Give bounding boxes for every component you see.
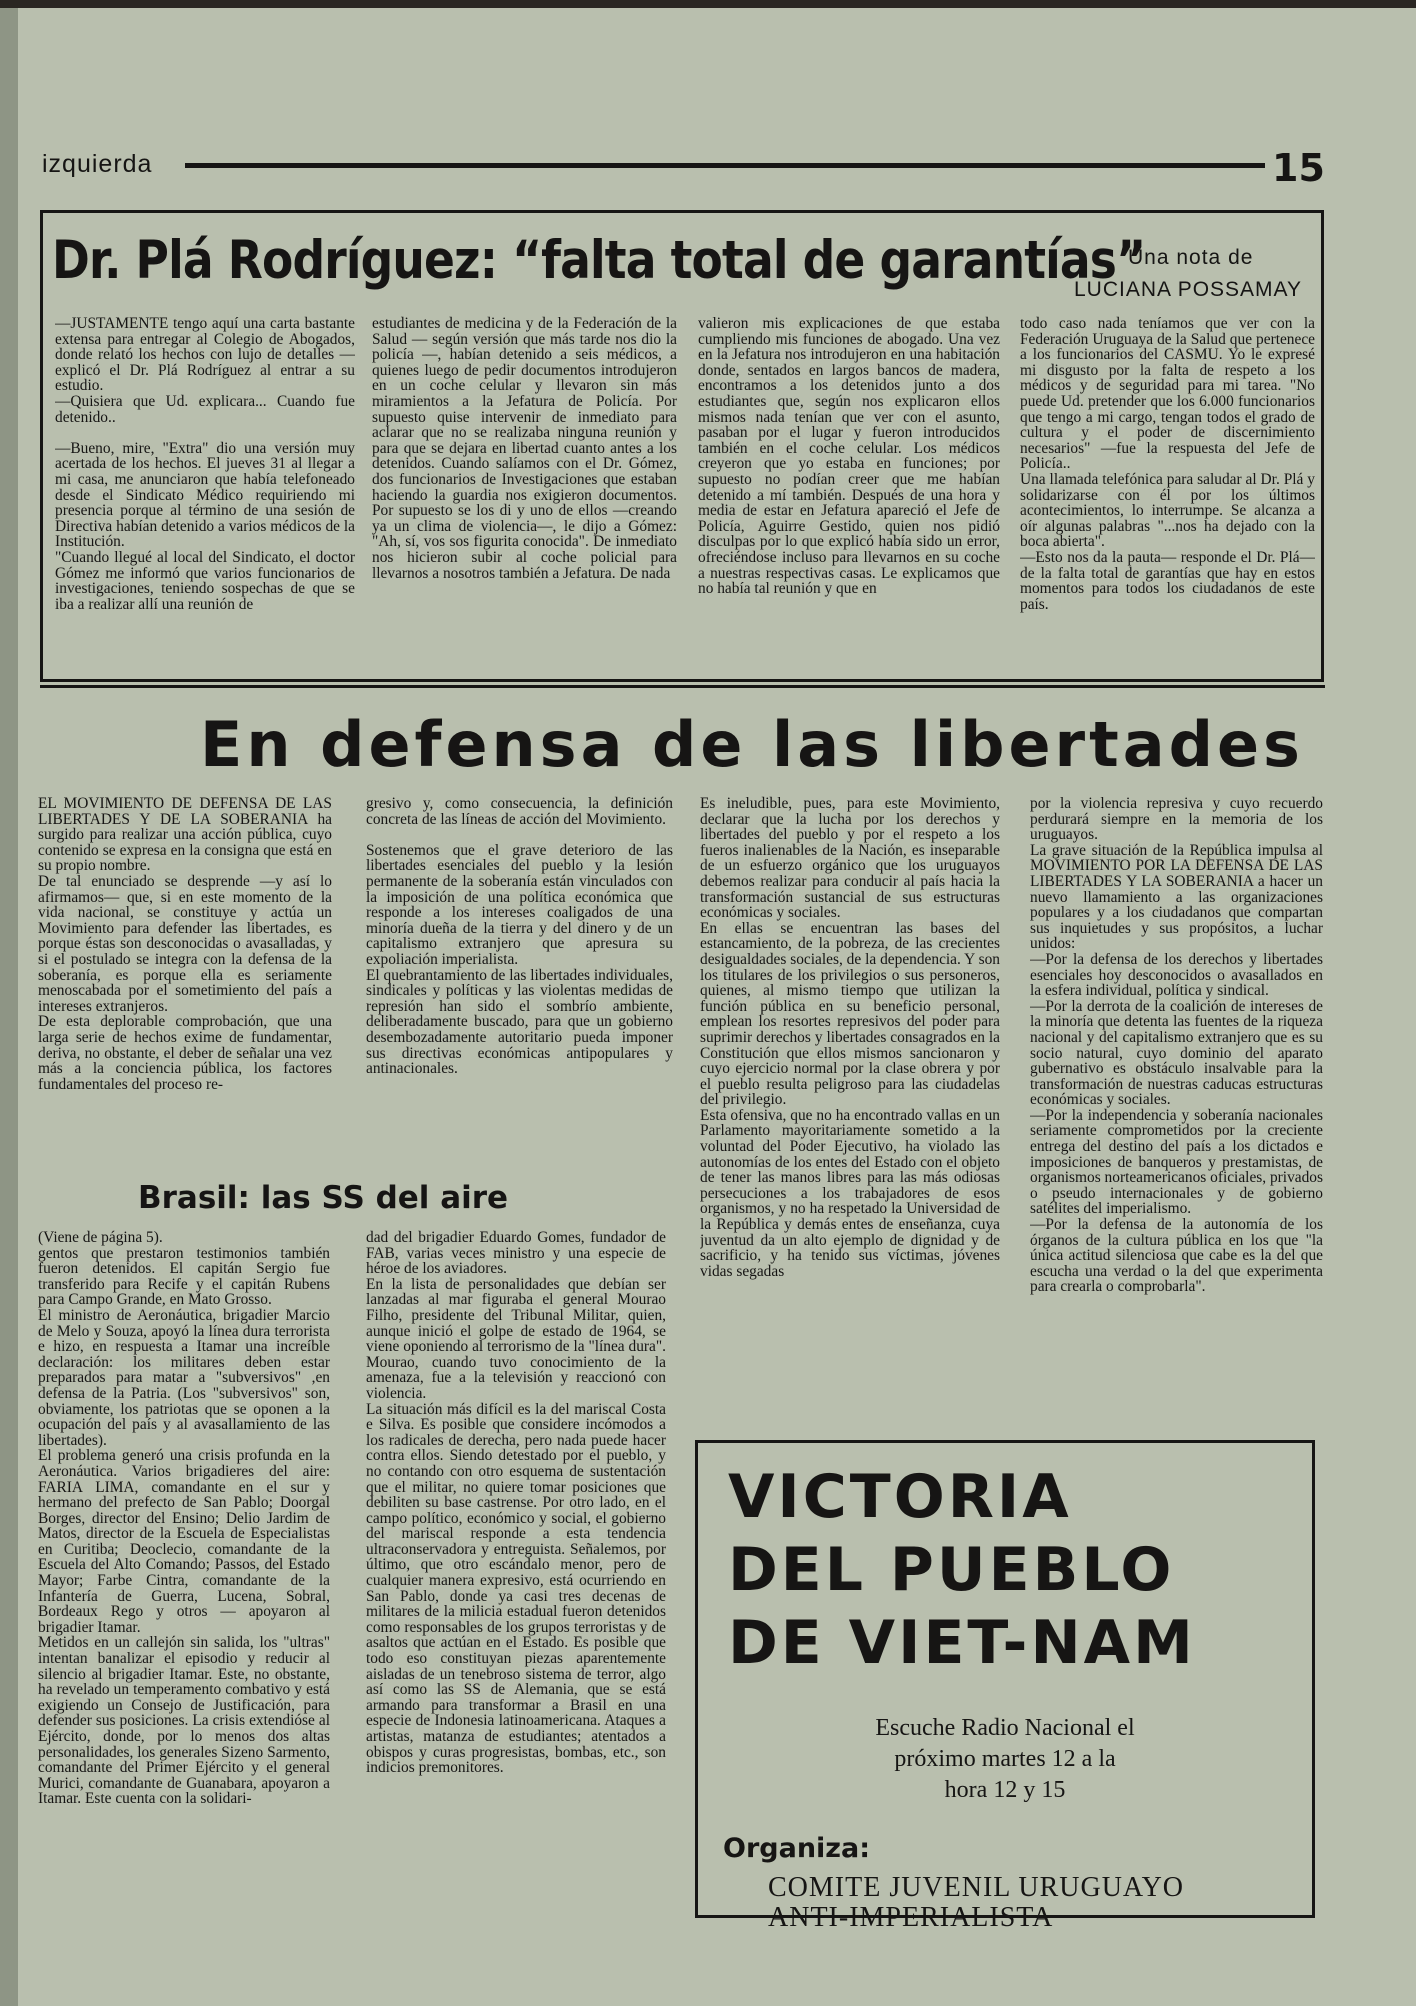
byline-author: LUCIANA POSSAMAY (1074, 278, 1303, 301)
ad-title: VICTORIA DEL PUEBLO DE VIET-NAM (728, 1462, 1196, 1678)
ad-organizer: COMITE JUVENIL URUGUAYO ANTI-IMPERIALISTA (768, 1872, 1185, 1933)
article-headline: Brasil: las SS del aire (138, 1180, 509, 1216)
article1-column-2: estudiantes de medicina y de la Federación de la Salud — según versión que más tarde nos dio la policía —, habían detenido a seis médicos, a quienes luego de pedir documentos introdujeron en un coche celular y llevaron sin más miramientos a la Jefatura de Policía. Por supuesto quise intervenir de inmediato para aclarar que no se realizaba ninguna reunión y para que se dejara en libertad cuanto antes a los detenidos. Cuando salíamos con el Dr. Gómez, dos funcionarios de Investigaciones que estaban haciendo la guardia nos exigieron documentos. Por supuesto se los di y uno de ellos —creando ya un clima de violencia—, le dijo a Gómez: "Ah, sí, vos sos figurita conocida". De inmediato nos hicieron subir al coche policial para llevarnos a nosotros también a Jefatura. De nada (372, 316, 677, 582)
header-rule (185, 163, 1265, 168)
article1-column-1: —JUSTAMENTE tengo aquí una carta bastante extensa para entregar al Colegio de Abogados, donde relató los hechos con lujo de detalles —explicó el Dr. Plá Rodríguez al entrar a su estudio. —Quisiera que Ud. explicara... Cuando fue detenido.. —Bueno, mire, "Extra" dio una versión muy acertada de los hechos. El jueves 31 al llegar a mi casa, me anunciaron que había telefoneado desde el Sindicato Médico requiriendo mi presencia porque al término de una sesión de Directiva habían detenido a varios médicos de la Institución. "Cuando llegué al local del Sindicato, el doctor Gómez me informó que varios funcionarios de investigaciones, teniendo sospechas de que se iba a realizar allí una reunión de (55, 316, 355, 613)
article3-column-2: dad del brigadier Eduardo Gomes, fundador de FAB, varias veces ministro y una especie de héroe de los aviadores. En la lista de personalidades que debían ser lanzadas al mar figuraba el general Mourao Filho, presidente del Tribunal Militar, quien, aunque inició el golpe de estado de 1964, se viene oponiendo al terrorismo de la "línea dura". Mourao, cuando tuvo conocimiento de la amenaza, fue a la televisión y reaccionó con violencia. La situación más difícil es la del mariscal Costa e Silva. Es posible que considere incómodos a los radicales de derecha, pero nada puede hacer contra ellos. Siendo detestado por el pueblo, y no contando con otro esquema de sustentación que el militar, no quiere tomar posiciones que debiliten su base castrense. Por otro lado, en el campo político, económico y social, el gobierno del mariscal responde a esta tendencia ultraconservadora y entreguista. Señalemos, por último, que otro escándalo menor, pero de cualquier manera expresivo, está ocurriendo en San Pablo, donde ya casi tres decenas de militares de la milicia estadual fueron detenidos como responsables de los grupos terroristas y de asaltos que actúan en el Estado. Es posible que todo eso constituyan piezas aparentemente aisladas de un tenebroso sistema de terror, algo así como las SS de Alemania, que se está armando para transformar a Brasil en una especie de Indonesia latinoamericana. Ataques a artistas, matanza de estudiantes; atentados a obispos y curas progresistas, bombas, etc., son indicios premonitores. (366, 1230, 666, 1777)
article2-column-1: EL MOVIMIENTO DE DEFENSA DE LAS LIBERTADES Y DE LA SOBERANIA ha surgido para realizar una acción pública, cuyo contenido se expresa en la consigna que está en su propio nombre. De tal enunciado se desprende —y así lo afirmamos— que, si en este momento de la vida nacional, se constituye y actúa un Movimiento para defender las libertades, es porque éstas son desconocidas o avasalladas, y si el postulado se integra con la defensa de la soberanía, es porque ella es seriamente menoscabada por el sometimiento del país a intereses extranjeros. De esta deplorable comprobación, que una larga serie de hechos exime de fundamentar, deriva, no obstante, el deber de señalar una vez más a la conciencia pública, los factores fundamentales del proceso re- (38, 796, 332, 1093)
advertisement-box (695, 1440, 1315, 1933)
article2-column-3: Es ineludible, pues, para este Movimiento, declarar que la lucha por los derechos y libertades del pueblo y por el respeto a los fueros inalienables de la Nación, es inseparable de un esfuerzo orgánico que los uruguayos debemos realizar para conducir al país hacia la transformación sustancial de sus estructuras económicas y sociales. En ellas se encuentran las bases del estancamiento, de la pobreza, de las crecientes desigualdades sociales, de la dependencia. Y son los titulares de los privilegios o sus personeros, quienes, al mismo tiempo que utilizan la función pública en su beneficio personal, emplean los resortes represivos del poder para suprimir derechos y libertades consagrados en la Constitución que ellos mismos sancionaron y cuyo ejercicio normal por la clase obrera y por el pueblo resulta peligroso para las ciudadelas del privilegio. Esta ofensiva, que no ha encontrado vallas en un Parlamento mayoritariamente sometido a la voluntad del Poder Ejecutivo, ha violado las autonomías de los entes del Estado con el objeto de tener las manos libres para las más odiosas persecuciones a los trabajadores de esos organismos, y no ha respetado la Universidad de la República y demás entes de enseñanza, cuya juventud da un alto ejemplo de dignidad y de sacrificio, y ha tenido sus víctimas, jóvenes vidas segadas (700, 796, 1000, 1280)
article-headline: En defensa de las libertades (200, 708, 1304, 781)
page-number: 15 (1272, 146, 1325, 190)
article3-column-1: (Viene de página 5). gentos que prestaron testimonios también fueron detenidos. El capitán Sergio fue transferido para Recife y el capitán Rubens para Campo Grande, en Mato Grosso. El ministro de Aeronáutica, brigadier Marcio de Melo y Souza, apoyó la línea dura terrorista e hizo, en respuesta a Itamar una increíble declaración: los militares deben estar preparados para matar a "subversivos" ,en defensa de la Patria. (Los "subversivos" son, obviamente, los patriotas que se oponen a la ocupación del país y al avasallamiento de las libertades). El problema generó una crisis profunda en la Aeronáutica. Varios brigadieres del aire: FARIA LIMA, comandante en el sur y hermano del prefecto de San Pablo; Doorgal Borges, director del Ensino; Delio Jardim de Matos, director de la Escuela de Especialistas en Curitiba; Deoclecio, comandante de la Escuela del Alto Comando; Passos, del Estado Mayor; Farbe Cintra, comandante de la Infantería de Guerra, Lucena, Sobral, Bordeaux Rego y otros — apoyaron al brigadier Itamar. Metidos en un callejón sin salida, los "ultras" intentan banalizar el episodio y reducir al silencio al brigadier Itamar. Este, no obstante, ha revelado un temperamento combativo y está exigiendo un Consejo de Justificación, para defender sus posiciones. La crisis extendióse al Ejército, donde, por lo menos dos altas personalidades, los generales Sizeno Sarmento, comandante del Primer Ejército y el general Murici, comandante de Guanabara, apoyaron a Itamar. Este cuenta con la solidari- (38, 1230, 330, 1808)
article2-column-4: por la violencia represiva y cuyo recuerdo perdurará siempre en la memoria de los uruguayos. La grave situación de la República impulsa al MOVIMIENTO POR LA DEFENSA DE LAS LIBERTADES Y LA SOBERANIA a hacer un nuevo llamamiento a las organizaciones populares y a los ciudadanos que compartan sus inquietudes y sus propósitos, a luchar unidos: —Por la defensa de los derechos y libertades esenciales hoy desconocidos o avasallados en la esfera individual, política y sindical. —Por la derrota de la coalición de intereses de la minoría que detenta las fuentes de la riqueza nacional y del capitalismo extranjero que es su socio natural, cuyo dominio del aparato gubernativo es obstáculo insalvable para la transformación de nuestras caducas estructuras económicas y sociales. —Por la independencia y soberanía nacionales seriamente comprometidos por la creciente entrega del destino del país a los dictados e imposiciones de banqueros y prestamistas, de organismos norteamericanos oficiales, privados o pseudo internacionales y de gobierno satélites del imperialismo. —Por la defensa de la autonomía de los órganos de la cultura pública en los que "la única actitud silenciosa que cabe es la del que escucha una verdad o la del que experimenta para crearla o comprobarla". (1030, 796, 1323, 1296)
section-divider (40, 685, 1325, 688)
byline-intro: Una nota de (1128, 246, 1254, 269)
article1-column-3: valieron mis explicaciones de que estaba cumpliendo mis funciones de abogado. Una vez en la Jefatura nos introdujeron en una habitación donde, sentados en largos bancos de madera, encontramos a los detenidos junto a dos estudiantes que, según nos explicaron ellos mismos nada tenían que ver con el asunto, pasaban por el lugar y fueron introducidos también en el coche celular. Los médicos creyeron que yo estaba en funciones; por supuesto no podían creer que me habían detenido a mí también. Después de una hora y media de estar en Jefatura apareció el Jefe de Policía, Aguirre Gestido, quien nos pidió disculpas por lo que explicó había sido un error, ofreciéndose incluso para llevarnos en su coche a nuestras respectivas casas. Le explicamos que no había tal reunión y que en (698, 316, 1000, 598)
ad-organiza-label: Organiza: (723, 1833, 871, 1864)
page-edge (0, 8, 18, 2006)
article-headline: Dr. Plá Rodríguez: “falta total de garantías” (52, 230, 1146, 291)
article2-column-2: gresivo y, como consecuencia, la definición concreta de las líneas de acción del Movimiento. Sostenemos que el grave deterioro de las libertades esenciales del pueblo y la lesión permanente de la soberanía están vinculados con la imposición de una política económica que responde a los intereses coaligados de una minoría dueña de la tierra y del dinero y de un capitalismo extranjero que apresura su expoliación imperialista. El quebrantamiento de las libertades individuales, sindicales y políticas y las violentas medidas de represión han sido el sombrío ambiente, deliberadamente buscado, para que un gobierno desembozadamente autoritario pueda imponer sus directivas económicas antipopulares y antinacionales. (366, 796, 673, 1078)
article1-column-4: todo caso nada teníamos que ver con la Federación Uruguaya de la Salud que pertenece a los funcionarios del CASMU. Yo le expresé mi disgusto por la falta de respeto a los médicos y de seguridad para mi tarea. "No puede Ud. pretender que los 6.000 funcionarios que tengo a mi cargo, tengan todos el grado de cultura y el poder de discernimiento necesarios" —fue la respuesta del Jefe de Policía.. Una llamada telefónica para saludar al Dr. Plá y solidarizarse con él por los últimos acontecimientos, lo interrumpe. Se alcanza a oír algunas palabras "...nos ha dejado con la boca abierta". —Esto nos da la pauta— responde el Dr. Plá— de la falta total de garantías que hay en estos momentos para todos los ciudadanos de este país. (1020, 316, 1315, 613)
ad-body: Escuche Radio Nacional el próximo martes 12 a la hora 12 y 15 (875, 1715, 1135, 1803)
section-name: izquierda (42, 150, 153, 178)
newspaper-page (0, 8, 1416, 2006)
